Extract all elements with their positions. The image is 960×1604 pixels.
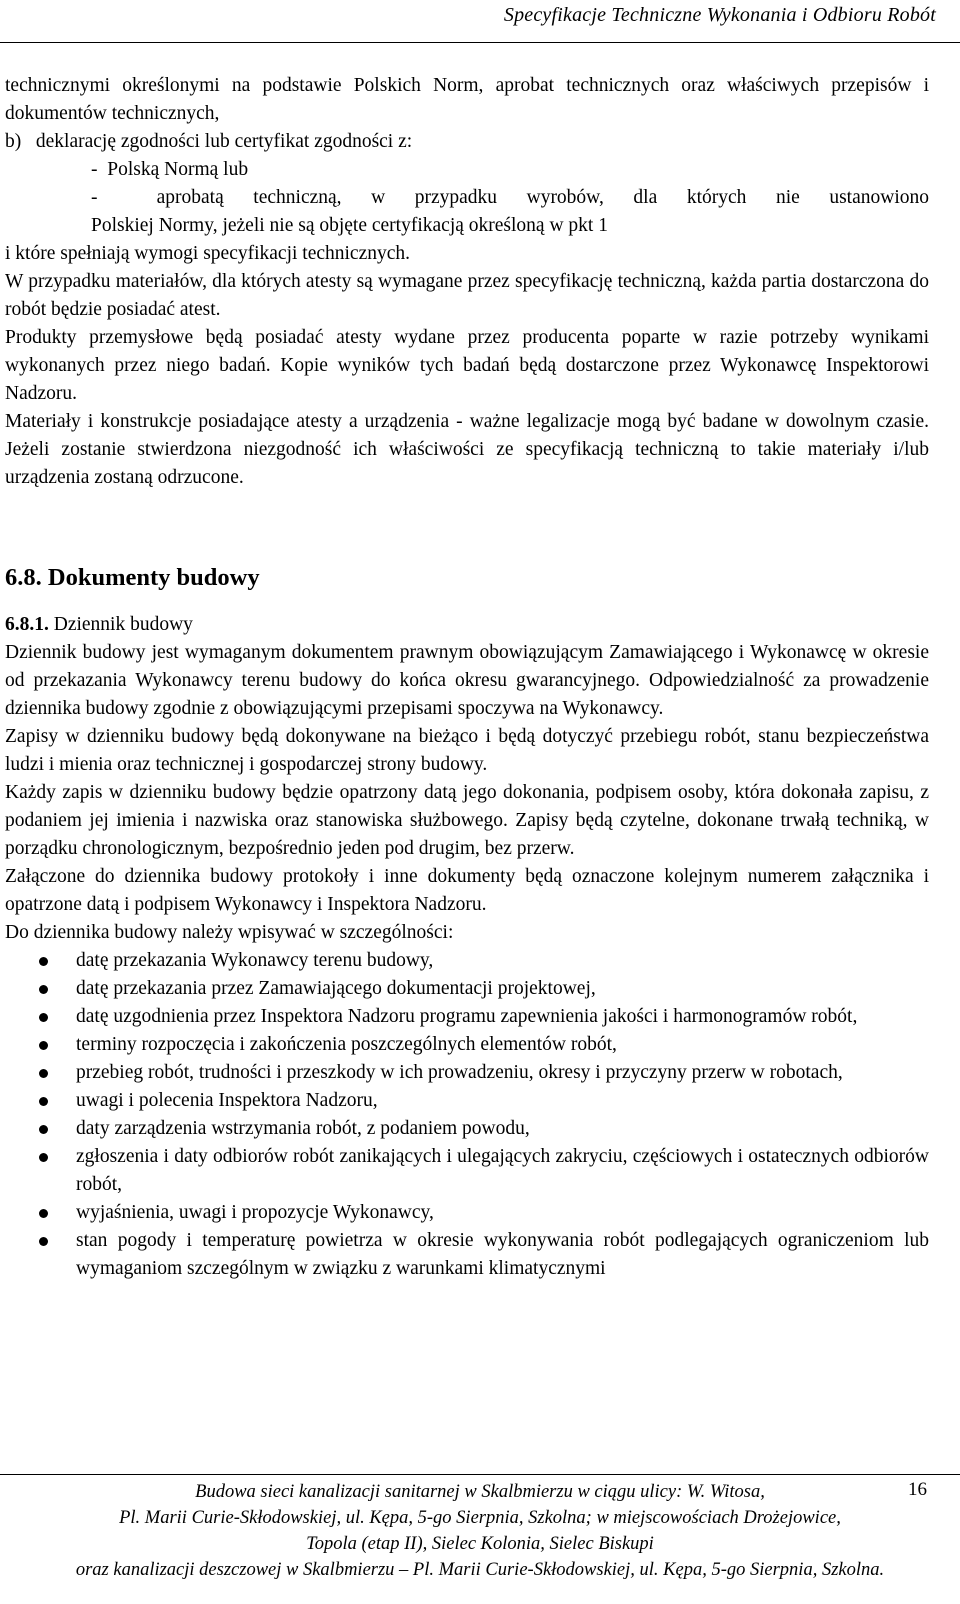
list-item (5, 1199, 929, 1227)
bullet-icon (39, 985, 48, 994)
footer-line: Budowa sieci kanalizacji sanitarnej w Skalbmierzu w ciągu ulicy: W. Witosa, (195, 1482, 765, 1502)
paragraph-dziennik: Dziennik budowy jest wymaganym dokumentem prawnym obowiązującym Zamawiającego i Wykonawcę w okresie od przekazania Wykonawcy terenu budowy do końca okresu gwarancyjnego. Odpowiedzialność za prowadzenie dziennika budowy zgodnie z obowiązującymi przepisami spoczywa na Wykonawcy. (5, 642, 929, 719)
bullet-list (5, 947, 929, 1283)
bullet-icon (39, 1069, 48, 1078)
bullet-icon (39, 1209, 48, 1218)
list-item (5, 1031, 929, 1059)
paragraph-zapisy: Zapisy w dzienniku budowy będą dokonywane na bieżąco i będą dotyczyć przebiegu robót, stanu bezpieczeństwa ludzi i mienia oraz technicznej i gospodarczej strony budowy. (5, 726, 929, 775)
bullet-icon (39, 1125, 48, 1134)
list-item-b: b) deklarację zgodności lub certyfikat zgodności z: (5, 131, 413, 152)
bullet-icon (39, 1041, 48, 1050)
bullet-icon (39, 1237, 48, 1246)
footer-text (0, 1479, 960, 1583)
list-item (5, 1115, 929, 1143)
bullet-icon (39, 1153, 48, 1162)
footer-line: Topola (etap II), Sielec Kolonia, Sielec Biskupi (306, 1534, 654, 1554)
header-title: Specyfikacje Techniczne Wykonania i Odbioru Robót (503, 4, 936, 26)
list-item-text: przebieg robót, trudności i przeszkody w ich prowadzeniu, okresy i przyczyny przerw w robotach, (76, 1062, 843, 1083)
paragraph-requirements: i które spełniają wymogi specyfikacji technicznych. (5, 243, 411, 264)
list-item (5, 1003, 929, 1031)
dash-item-norm: - Polską Normą lub (91, 159, 249, 180)
list-item-text: datę przekazania przez Zamawiającego dokumentacji projektowej, (76, 978, 596, 999)
subsection-heading (5, 611, 929, 639)
paragraph-do-dziennika: Do dziennika budowy należy wpisywać w szczególności: (5, 922, 454, 943)
footer-line: oraz kanalizacji deszczowej w Skalbmierzu – Pl. Marii Curie-Skłodowskiej, ul. Kępa, 5-go Sierpnia, Szkolna. (75, 1560, 885, 1580)
dash-item-aprobata: - aprobatą techniczną, w przypadku wyrobów, dla których nie ustanowiono (91, 187, 929, 208)
bullet-icon (39, 957, 48, 966)
subsection-title: Dziennik budowy (48, 614, 193, 635)
paragraph-materialy: Materiały i konstrukcje posiadające atesty a urządzenia - ważne legalizacje mogą być badane w dowolnym czasie. Jeżeli zostanie stwierdzona niezgodność ich właściwości ze specyfikacją techniczną to takie materiały i/lub urządzenia zostaną odrzucone. (5, 411, 929, 488)
page-header (0, 2, 960, 43)
bullet-icon (39, 1013, 48, 1022)
list-item-text: terminy rozpoczęcia i zakończenia poszczególnych elementów robót, (76, 1034, 617, 1055)
paragraph-atesty: W przypadku materiałów, dla których atesty są wymagane przez specyfikację techniczną, każda partia dostarczona do robót będzie posiadać atest. (5, 271, 929, 320)
list-item (5, 1087, 929, 1115)
list-item (5, 1227, 929, 1283)
list-item-text: datę przekazania Wykonawcy terenu budowy, (76, 950, 434, 971)
document-body (5, 72, 929, 1283)
page-number: 16 (908, 1479, 927, 1500)
list-item-text: daty zarządzenia wstrzymania robót, z podaniem powodu, (76, 1118, 530, 1139)
list-item-text: datę uzgodnienia przez Inspektora Nadzoru programu zapewnienia jakości i harmonogramów robót, (76, 1006, 858, 1027)
list-item (5, 975, 929, 1003)
footer-line: Pl. Marii Curie-Skłodowskiej, ul. Kępa, 5-go Sierpnia, Szkolna; w miejscowościach Drożejowice, (119, 1508, 841, 1528)
list-item-text: wyjaśnienia, uwagi i propozycje Wykonawcy, (76, 1202, 434, 1223)
list-item (5, 1059, 929, 1087)
dash-item-aprobata-cont: Polskiej Normy, jeżeli nie są objęte certyfikacją określoną w pkt 1 (91, 215, 608, 236)
subsection-number: 6.8.1. (5, 614, 49, 635)
list-item (5, 947, 929, 975)
bullet-icon (39, 1097, 48, 1106)
paragraph-zalaczone: Załączone do dziennika budowy protokoły i inne dokumenty będą oznaczone kolejnym numerem załącznika i opatrzone datą i podpisem Wykonawcy i Inspektora Nadzoru. (5, 866, 929, 915)
paragraph-produkty: Produkty przemysłowe będą posiadać atesty wydane przez producenta poparte w razie potrzeby wynikami wykonanych przez niego badań. Kopie wyników tych badań będą dostarczone przez Wykonawcę Inspektorowi Nadzoru. (5, 327, 929, 404)
list-item-text: zgłoszenia i daty odbiorów robót zanikających i ulegających zakryciu, częściowych i ostatecznych odbiorów robót, (76, 1146, 929, 1195)
list-item (5, 1143, 929, 1199)
list-item-text: uwagi i polecenia Inspektora Nadzoru, (76, 1090, 378, 1111)
paragraph-norms: technicznymi określonymi na podstawie Polskich Norm, aprobat technicznych oraz właściwych przepisów i dokumentów technicznych, (5, 75, 929, 124)
paragraph-kazdy-zapis: Każdy zapis w dzienniku budowy będzie opatrzony datą jego dokonania, podpisem osoby, która dokonała zapisu, z podaniem jej imienia i nazwiska oraz stanowiska służbowego. Zapisy będą czytelne, dokonane trwałą techniką, w porządku chronologicznym, bezpośrednio jeden pod drugim, bez przerw. (5, 782, 929, 859)
page-footer (0, 1474, 960, 1580)
section-heading: 6.8. Dokumenty budowy (5, 564, 260, 591)
list-item-text: stan pogody i temperaturę powietrza w okresie wykonywania robót podlegających ograniczeniom lub wymaganiom szczególnym w związku z warunkami klimatycznymi (76, 1230, 929, 1279)
